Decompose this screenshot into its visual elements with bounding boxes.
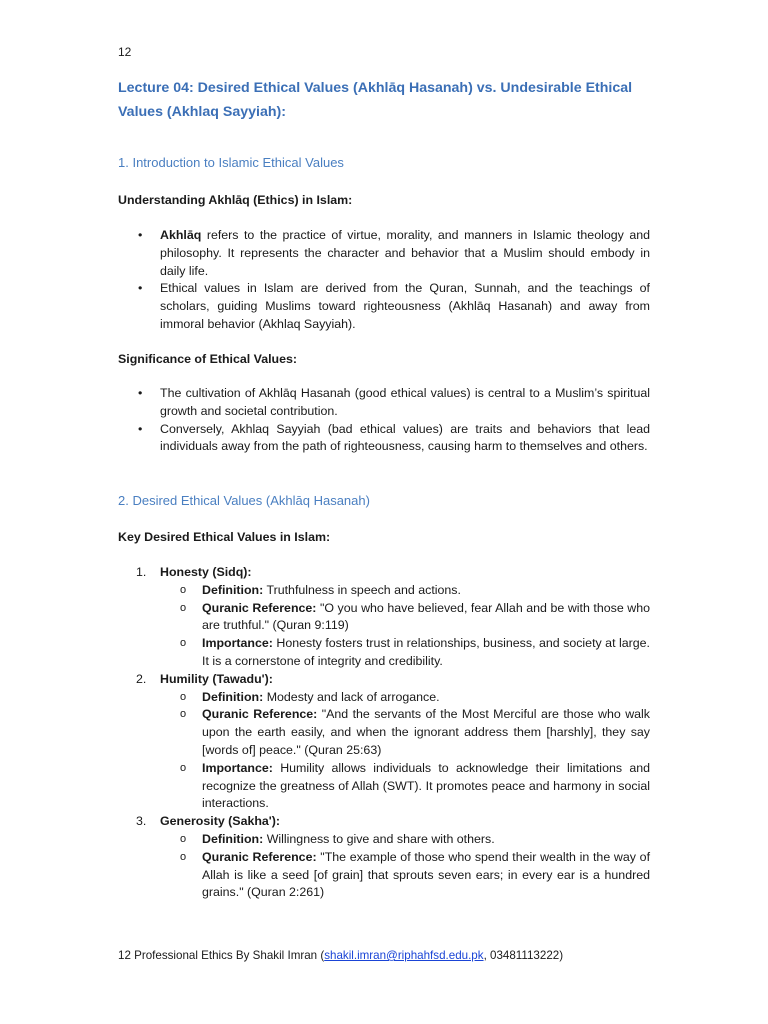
value-title: Generosity (Sakha'): xyxy=(160,814,281,829)
value-generosity xyxy=(118,813,650,902)
value-title: Honesty (Sidq): xyxy=(160,565,252,579)
circle-bullet-icon: o xyxy=(180,761,187,774)
lecture-title: Lecture 04: Desired Ethical Values (Akhlāq Hasanah) vs. Undesirable Ethical Values (Akhlaq Sayyiah): xyxy=(118,80,633,120)
point-label: Importance: xyxy=(202,760,273,775)
point-text: Truthfulness in speech and actions. xyxy=(263,582,461,597)
list-item xyxy=(160,635,650,671)
list-item xyxy=(160,689,650,707)
bullet-icon: • xyxy=(138,386,143,400)
item-number: 1. xyxy=(136,565,147,579)
sub-list xyxy=(160,582,650,671)
term-akhlaq: Akhlāq xyxy=(160,228,202,242)
point-text: "The example of those who spend their wealth in the way of Allah is like a seed [of grain] that sprouts seven ears; in every ear is a hundred grains." (Quran 2:261) xyxy=(202,849,651,900)
page-footer xyxy=(118,947,563,965)
section-2-heading: 2. Desired Ethical Values (Akhlāq Hasanah) xyxy=(118,493,370,508)
bullet-text: The cultivation of Akhlāq Hasanah (good ethical values) is central to a Muslim’s spiritual growth and societal contribution. xyxy=(160,386,650,418)
circle-bullet-icon: o xyxy=(180,583,187,596)
value-honesty xyxy=(118,564,650,671)
point-text: "O you who have believed, fear Allah and be with those who are truthful." (Quran 9:119) xyxy=(202,600,650,633)
circle-bullet-icon: o xyxy=(180,832,187,845)
subheading-key-values: Key Desired Ethical Values in Islam: xyxy=(118,530,331,544)
point-label: Importance: xyxy=(202,636,273,651)
item-number: 2. xyxy=(136,671,147,686)
bullet-text: Conversely, Akhlaq Sayyiah (bad ethical values) are traits and behaviors that lead individuals away from the path of righteousness, causing harm to themselves and others. xyxy=(160,421,650,454)
bullet-text: refers to the practice of virtue, morality, and manners in Islamic theology and philosophy. It represents the character and behavior that a Muslim should embody in daily life. xyxy=(160,228,650,278)
bullet-icon: • xyxy=(138,228,143,242)
sub-list xyxy=(160,689,650,814)
list-item xyxy=(118,280,650,333)
point-label: Definition: xyxy=(202,582,264,597)
point-text: Willingness to give and share with others. xyxy=(263,831,495,846)
bullet-icon: • xyxy=(138,281,143,296)
bullet-list-significance xyxy=(118,385,650,456)
numbered-list-values xyxy=(118,564,650,902)
point-label: Quranic Reference: xyxy=(202,707,318,722)
list-item xyxy=(160,582,650,600)
item-number: 3. xyxy=(136,814,147,829)
point-label: Quranic Reference: xyxy=(202,600,317,615)
point-label: Quranic Reference: xyxy=(202,849,317,864)
list-item xyxy=(160,706,650,759)
value-title: Humility (Tawadu'): xyxy=(160,671,273,686)
circle-bullet-icon: o xyxy=(180,690,187,703)
bullet-text: Ethical values in Islam are derived from the Quran, Sunnah, and the teachings of scholars, guiding Muslims toward righteousness (Akhlāq Hasanah) and away from immoral behavior (Akhlaq Sayyiah). xyxy=(160,281,650,331)
subheading-understanding-akhlaq: Understanding Akhlāq (Ethics) in Islam: xyxy=(118,193,353,207)
point-label: Definition: xyxy=(202,689,264,704)
list-item xyxy=(118,227,650,280)
point-text: Honesty fosters trust in relationships, business, and society at large. It is a cornerstone of integrity and credibility. xyxy=(202,636,650,668)
point-text: Modesty and lack of arrogance. xyxy=(263,689,440,704)
section-1-heading: 1. Introduction to Islamic Ethical Values xyxy=(118,155,344,170)
circle-bullet-icon: o xyxy=(180,708,187,721)
value-humility xyxy=(118,671,650,813)
page-number: 12 xyxy=(118,45,132,59)
point-label: Definition: xyxy=(202,831,264,846)
list-item xyxy=(160,760,650,813)
list-item xyxy=(160,831,650,849)
footer-suffix: , 03481113222) xyxy=(483,949,564,962)
footer-prefix: 12 Professional Ethics By Shakil Imran ( xyxy=(118,949,325,962)
circle-bullet-icon: o xyxy=(180,637,187,650)
circle-bullet-icon: o xyxy=(180,601,187,614)
point-text: "And the servants of the Most Merciful are those who walk upon the earth easily, and when the ignorant address them [harshly], they say [words of] peace." (Quran 25:63) xyxy=(202,707,650,757)
list-item xyxy=(160,849,650,902)
subheading-significance: Significance of Ethical Values: xyxy=(118,352,298,366)
list-item xyxy=(160,600,650,636)
point-text: Humility allows individuals to acknowledge their limitations and recognize the greatness of Allah (SWT). It promotes peace and harmony in social interactions. xyxy=(202,760,650,811)
list-item xyxy=(118,421,650,457)
list-item xyxy=(118,385,650,421)
bullet-list-akhlaq xyxy=(118,227,650,334)
footer-email-link[interactable]: shakil.imran@riphahfsd.edu.pk xyxy=(324,949,484,962)
circle-bullet-icon: o xyxy=(180,850,187,863)
sub-list xyxy=(160,831,650,902)
bullet-icon: • xyxy=(138,421,143,436)
